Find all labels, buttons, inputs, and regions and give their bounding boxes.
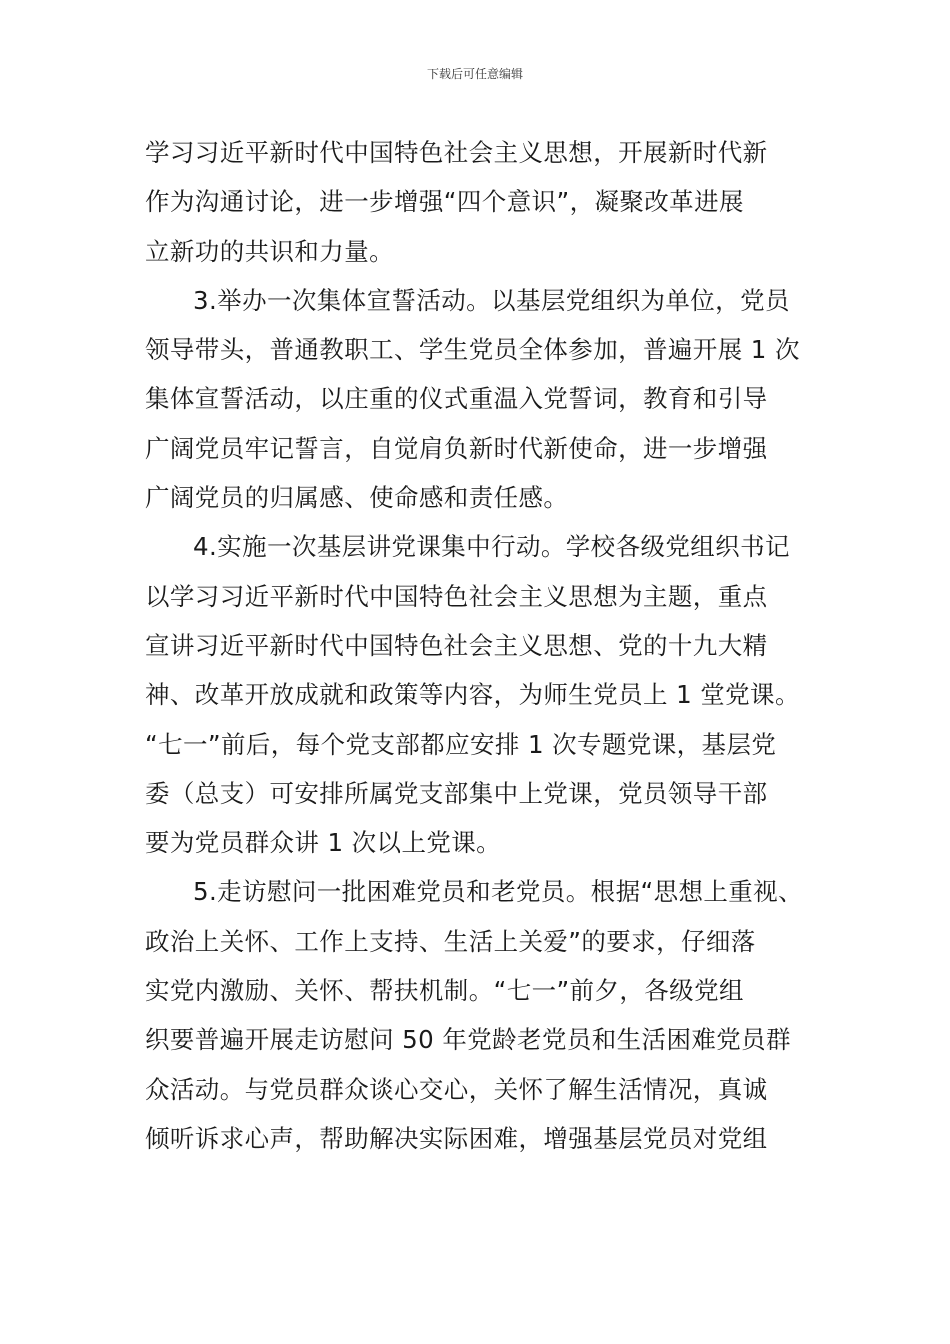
- text-line: 倾听诉求心声，帮助解决实际困难，增强基层党员对党组: [145, 1123, 768, 1153]
- paragraph-start-item-4: 4.实施一次基层讲党课集中行动。学校各级党组织书记: [193, 532, 790, 562]
- text-line: 广阔党员牢记誓言，自觉肩负新时代新使命，进一步增强: [145, 433, 768, 463]
- text-line: 众活动。与党员群众谈心交心，关怀了解生活情况，真诚: [145, 1074, 768, 1104]
- text-line: 神、改革开放成就和政策等内容，为师生党员上 1 堂党课。: [145, 680, 800, 710]
- text-line: 学习习近平新时代中国特色社会主义思想，开展新时代新: [145, 138, 768, 167]
- text-line: 织要普遍开展走访慰问 50 年党龄老党员和生活困难党员群: [145, 1025, 791, 1055]
- text-line: 集体宣誓活动，以庄重的仪式重温入党誓词，教育和引导: [145, 384, 768, 414]
- text-line: “七一”前后，每个党支部都应安排 1 次专题党课，基层党: [145, 729, 777, 759]
- text-line: 宣讲习近平新时代中国特色社会主义思想、党的十九大精: [145, 630, 768, 660]
- paragraph-start-item-3: 3.举办一次集体宣誓活动。以基层党组织为单位，党员: [193, 285, 790, 315]
- page-header-note: 下载后可任意编辑: [426, 67, 523, 81]
- text-line: 委（总支）可安排所属党支部集中上党课，党员领导干部: [145, 778, 768, 808]
- text-line: 实党内激励、关怀、帮扶机制。“七一”前夕，各级党组: [145, 976, 744, 1006]
- document-body: [145, 128, 845, 1163]
- paragraph-start-item-5: 5.走访慰问一批困难党员和老党员。根据“思想上重视、: [193, 877, 803, 907]
- text-line: 立新功的共识和力量。: [145, 236, 394, 266]
- text-line: 广阔党员的归属感、使命感和责任感。: [145, 483, 569, 513]
- text-line: 政治上关怀、工作上支持、生活上关爱”的要求，仔细落: [145, 926, 756, 956]
- text-line: 领导带头，普通教职工、学生党员全体参加，普遍开展 1 次: [145, 335, 800, 365]
- text-line: 要为党员群众讲 1 次以上党课。: [145, 828, 502, 858]
- text-line: 作为沟通讨论，进一步增强“四个意识”，凝聚改革进展: [145, 187, 744, 217]
- text-line: 以学习习近平新时代中国特色社会主义思想为主题，重点: [145, 581, 768, 611]
